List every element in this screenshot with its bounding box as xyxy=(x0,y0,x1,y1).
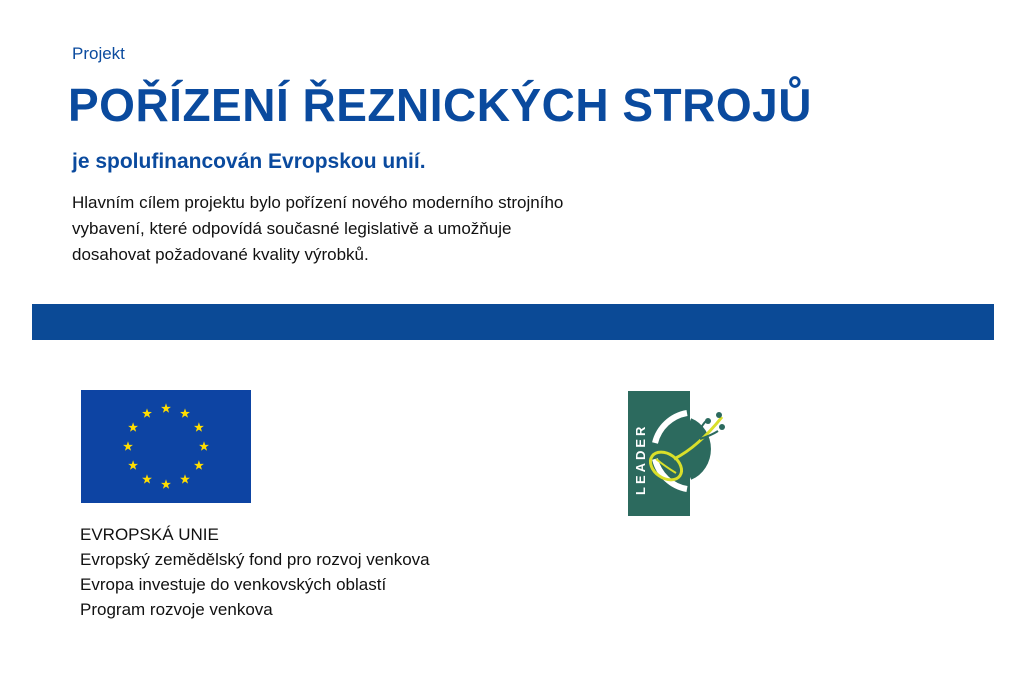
divider-bar xyxy=(32,304,994,340)
eu-flag-icon xyxy=(81,390,251,503)
eu-text-line: EVROPSKÁ UNIE xyxy=(80,525,219,544)
project-title: POŘÍZENÍ ŘEZNICKÝCH STROJŮ xyxy=(68,79,812,131)
description-line: Hlavním cílem projektu bylo pořízení nového moderního strojního xyxy=(72,193,564,212)
eu-funding-text xyxy=(80,522,430,622)
funding-statement: je spolufinancován Evropskou unií. xyxy=(72,150,426,173)
eu-text-line: Evropský zemědělský fond pro rozvoj venkova xyxy=(80,550,430,569)
eu-text-line: Evropa investuje do venkovských oblastí xyxy=(80,575,387,594)
project-description xyxy=(72,190,712,268)
project-label: Projekt xyxy=(72,44,125,63)
leader-logo-icon xyxy=(628,391,750,516)
description-line: dosahovat požadované kvality výrobků. xyxy=(72,245,369,264)
leader-logo-text: LEADER xyxy=(633,423,648,495)
eu-text-line: Program rozvoje venkova xyxy=(80,600,273,619)
description-line: vybavení, které odpovídá současné legislativě a umožňuje xyxy=(72,219,512,238)
